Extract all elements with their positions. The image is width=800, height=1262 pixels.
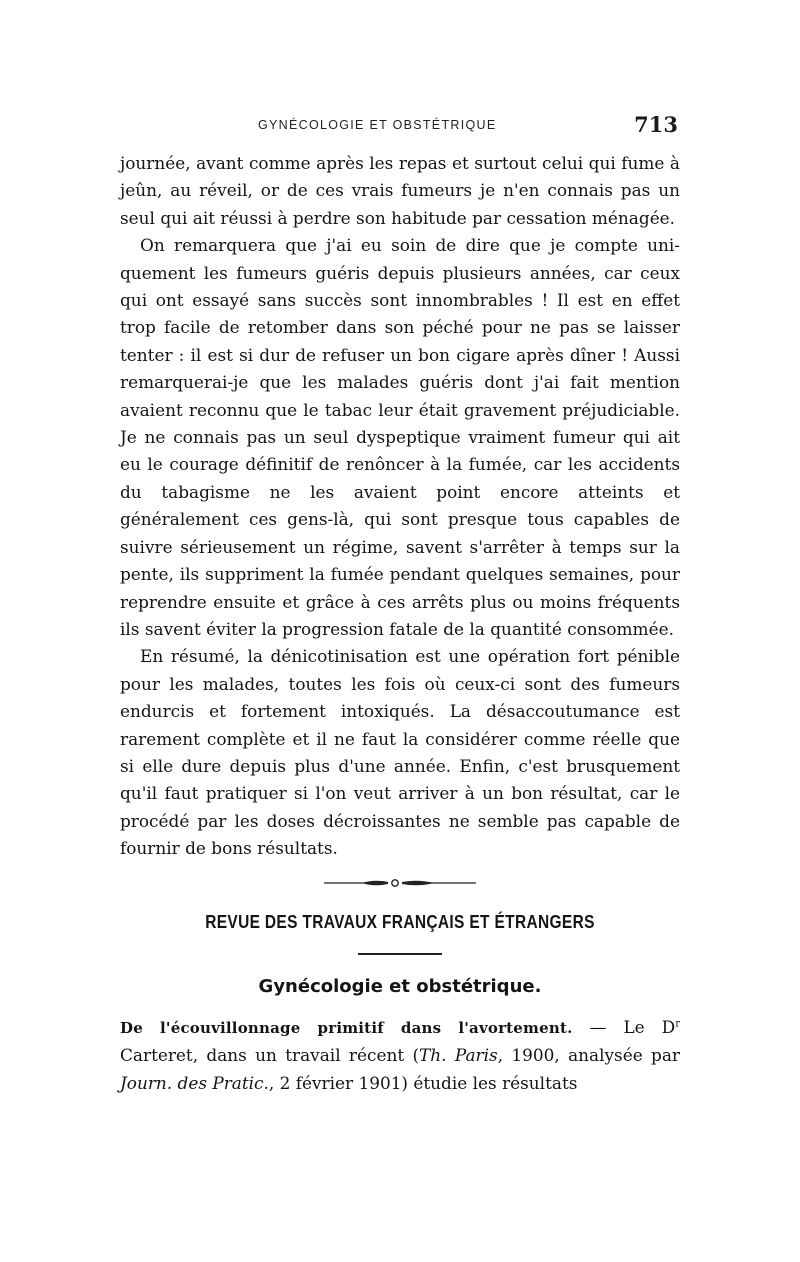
subsection-title: Gynécologie et obstétrique. — [258, 976, 542, 997]
paragraph-continued: journée, avant comme après les repas et surtout celui qui fume à jeûn, au réveil, or de ces vrais fumeurs je n'en connais pas un seul qui ait réussi à perdre son habitude par cessation ménagée. — [120, 153, 680, 228]
running-title: GYNÉCOLOGIE ET OBSTÉTRIQUE — [258, 118, 497, 132]
article-dash: — — [572, 1017, 624, 1037]
article-author-sup: r — [675, 1018, 680, 1030]
article-paragraph — [120, 1014, 680, 1097]
fleuron-rule-icon — [322, 876, 478, 890]
running-head — [120, 112, 680, 136]
article-source: Journ. des Pratic. — [120, 1072, 269, 1093]
article-author-prefix: Le D — [623, 1017, 676, 1037]
page-number: 713 — [634, 112, 678, 137]
paragraph: En résumé, la dénicotinisation est une opération fort pénible pour les malades, toutes les fois où ceux-ci sont des fumeurs endurcis et fortement intoxiqués. La désaccoutumance est rarement complète et il ne faut la considérer comme réelle que si elle dure depuis plus d'une année. Enfin, c'est brusquement qu'il faut pratiquer si l'on veut arriver à un bon résultat, car le procédé par les doses décroissantes ne semble pas capable de fournir de bons résultats. — [120, 646, 680, 859]
section-divider — [358, 953, 442, 955]
article-source: Th. Paris — [419, 1045, 498, 1066]
article-text: , 2 février 1901) étudie les résultats — [268, 1072, 578, 1093]
paragraph: On remarquera que j'ai eu soin de dire que je compte uniquement les fumeurs guéris depuis plusieurs années, car ceux qui ont essayé sans succès sont innombrables ! Il est en effet trop facile de retomber dans son péché pour ne pas se laisser tenter : il est si dur de refuser un bon cigare après dîner ! Aussi remarquerai-je que les malades guéris dont j'ai fait mention avaient reconnu que le tabac leur était gravement préjudiciable. Je ne connais pas un seul dyspeptique vraiment fumeur qui ait eu le courage définitif de renôncer à la fumée, car les accidents du tabagisme ne les avaient point encore atteints et généralement ces gens-là, qui sont presque tous capables de suivre sérieusement un régime, savent s'arrêter à temps sur la pente, ils suppriment la fumée pendant quelques semaines, pour reprendre ensuite et grâce à ces arrêts plus ou moins fréquents ils savent éviter la progression fatale de la quantité consommée. — [120, 235, 680, 639]
article-text: Carteret, dans un travail récent ( — [120, 1045, 420, 1066]
article-text: , 1900, analysée par — [497, 1045, 680, 1066]
body-text — [120, 150, 680, 863]
section-title: REVUE DES TRAVAUX FRANÇAIS ET ÉTRANGERS — [205, 912, 595, 932]
article-title: De l'écouvillonnage primitif dans l'avortement. — [120, 1019, 573, 1037]
